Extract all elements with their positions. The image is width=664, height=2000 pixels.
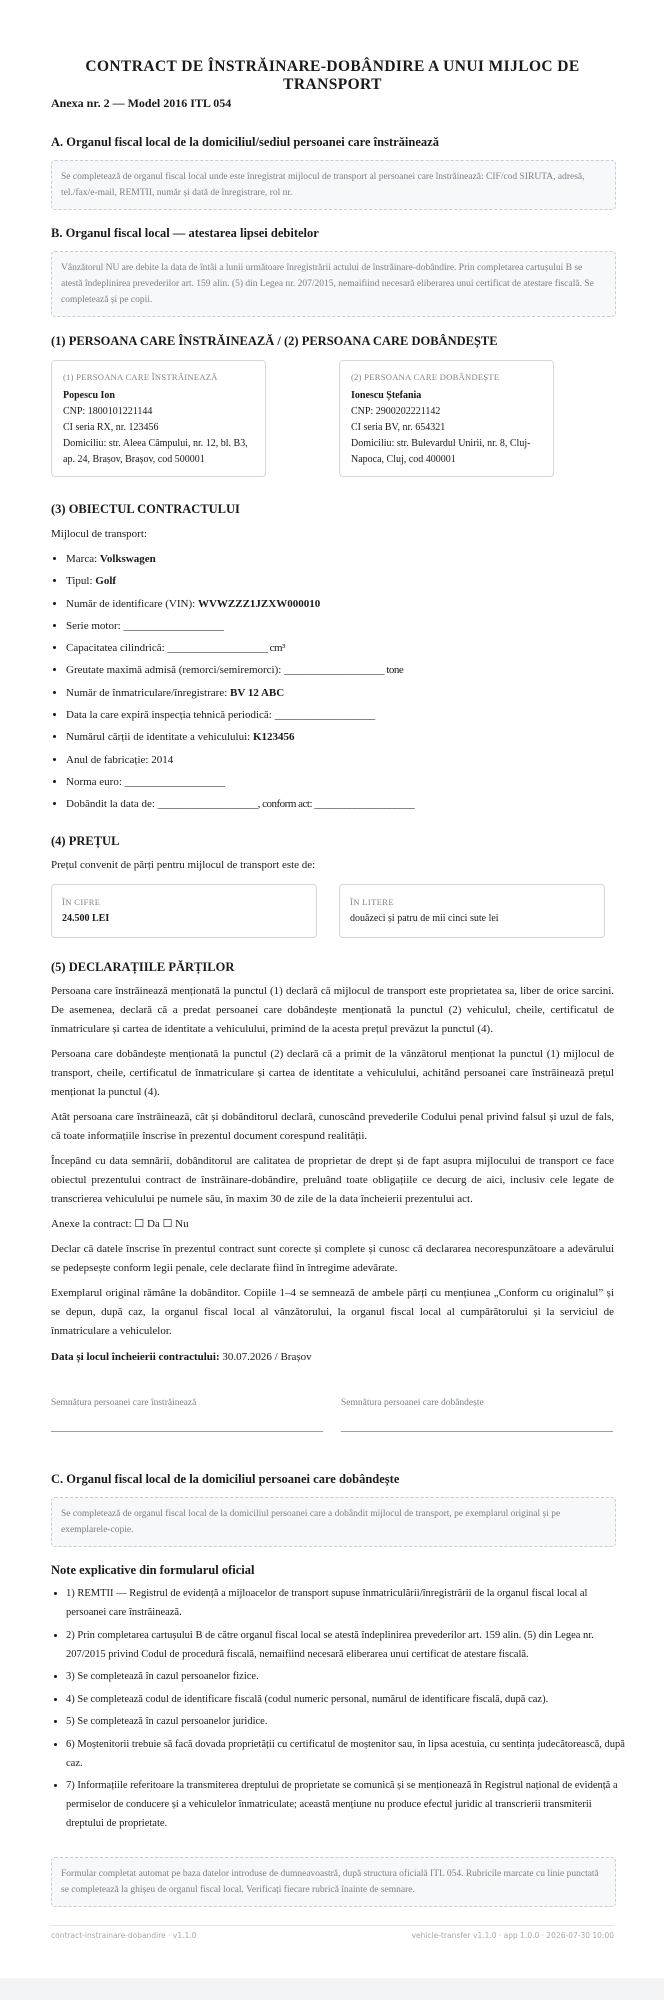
price-words-label: ÎN LITERE bbox=[350, 897, 394, 907]
seller-address: Domiciliu: str. Aleea Câmpului, nr. 12, bl. B3, ap. 24, Brașov, Brașov, cod 500001 bbox=[63, 438, 248, 465]
price-digits-label: ÎN CIFRE bbox=[62, 897, 101, 907]
seller-signature-line bbox=[51, 1430, 323, 1432]
notes-list bbox=[51, 1584, 629, 1837]
buyer-cnp: CNP: 2900202221142 bbox=[351, 406, 441, 417]
declaration-paragraph: Începând cu data semnării, dobânditorul are calitatea de proprietar de drept și de fapt asupra mijlocului de transport ce face obiectul prezentului contract de înstrăinare-dobândire, preluând toate obligațiile ce decurg de aici, inclusiv cele legate de transcrierea vehiculului pe numele său, în maxim 30 de zile de la data încheierii prezentului act. bbox=[51, 1155, 614, 1205]
buyer-signature-label: Semnătura persoanei care dobândește bbox=[341, 1398, 484, 1408]
seller-name: Popescu Ion bbox=[63, 390, 115, 401]
buyer-signature bbox=[341, 1398, 613, 1432]
notes-heading: Note explicative din formularul oficial bbox=[51, 1563, 255, 1577]
footer-left: contract-instrainare-dobandire · v1.1.0 bbox=[51, 1931, 197, 1940]
seller-card-label: (1) PERSOANA CARE ÎNSTRĂINEAZĂ bbox=[63, 372, 218, 382]
buyer-address: Domiciliu: str. Bulevardul Unirii, nr. 8, Cluj-Napoca, Cluj, cod 400001 bbox=[351, 438, 531, 465]
note-item: • 2) Prin completarea cartușului B de către organul fiscal local se atestă îndeplinirea prevederilor art. 159 alin. (5) din Legea nr. 207/2015 privind Codul de procedură fiscală, nemaifiind necesară eliberarea unui certificat de atestare fiscală. bbox=[66, 1626, 629, 1664]
buyer-name: Ionescu Ștefania bbox=[351, 390, 422, 401]
seller-signature-label: Semnătura persoanei care înstrăinează bbox=[51, 1398, 197, 1408]
declarations-heading: (5) DECLARAȚIILE PĂRȚILOR bbox=[51, 960, 235, 974]
declaration-paragraph: Declar că datele înscrise în prezentul contract sunt corecte și complete și cunosc că declararea necorespunzătoare a adevărului se pedepsește conform legii penale, cele declarate fiind în întregime adevărate. bbox=[51, 1243, 614, 1274]
buyer-ci: CI seria BV, nr. 654321 bbox=[351, 422, 446, 433]
price-intro: Prețul convenit de părți pentru mijlocul de transport este de: bbox=[51, 859, 316, 871]
section-b-note: Vânzătorul NU are debite la data de întâi a lunii următoare înregistrării actului de înstrăinare-dobândire. Prin completarea cartușului B se atestă îndeplinirea prevederilor art. 159 alin. (5) din Legea nr. 207/2015, nemaifiind necesară eliberarea unui certificat de atestare fiscală. Se completează și pe copii. bbox=[51, 251, 616, 317]
object-heading: (3) OBIECTUL CONTRACTULUI bbox=[51, 502, 240, 516]
auto-fill-footnote: Formular completat automat pe baza datelor introduse de dumneavoastră, după structura oficială ITL 054. Rubricile marcate cu linie punctată se completează la ghișeu de organul fiscal local. Verificați fiecare rubrică înainte de semnare. bbox=[51, 1857, 616, 1907]
vehicle-detail-item: • Marca: Volkswagen bbox=[66, 548, 414, 570]
price-digits-value: 24.500 LEI bbox=[62, 913, 110, 924]
vehicle-detail-item: • Anul de fabricație: 2014 bbox=[66, 749, 414, 771]
section-c-note: Se completează de organul fiscal local de la domiciliul persoanei care a dobândit mijlocul de transport, pe exemplarul original și pe exemplarele-copie. bbox=[51, 1497, 616, 1547]
section-c-heading: C. Organul fiscal local de la domiciliul persoanei care dobândește bbox=[51, 1472, 400, 1486]
declaration-paragraph: Persoana care înstrăinează menționată la punctul (1) declară că mijlocul de transport este proprietatea sa, liber de orice sarcini. De asemenea, declară că a predat persoanei care dobândește menționată la punctul (2) vehiculul, cheile, certificatul de înmatriculare și cartea de identitate a vehiculului, primind de la acesta prețul prevăzut la punctul (4). bbox=[51, 985, 614, 1035]
seller-card bbox=[51, 360, 266, 477]
buyer-signature-line bbox=[341, 1430, 613, 1432]
note-item: • 4) Se completează codul de identificare fiscală (codul numeric personal, numărul de identificare fiscală, după caz). bbox=[66, 1690, 629, 1709]
page-footer bbox=[51, 1925, 614, 1940]
section-b-heading: B. Organul fiscal local — atestarea lipsei debitelor bbox=[51, 226, 319, 240]
vehicle-detail-item: • Data la care expiră inspecția tehnică periodică: ____________________ bbox=[66, 704, 414, 726]
seller-signature bbox=[51, 1398, 323, 1432]
price-heading: (4) PREȚUL bbox=[51, 834, 120, 848]
seller-cnp: CNP: 1800101221144 bbox=[63, 406, 153, 417]
declaration-paragraph: Persoana care dobândește menționată la punctul (2) declară că a primit de la vânzătorul menționat la punctul (1) mijlocul de transport, cheile, certificatul de înmatriculare și cartea de identitate a vehiculului, achitând persoanei care înstrăinează prețul menționat la punctul (4). bbox=[51, 1048, 614, 1098]
vehicle-detail-item: • Norma euro: ____________________ bbox=[66, 771, 414, 793]
vehicle-detail-item: • Serie motor: ____________________ bbox=[66, 615, 414, 637]
annexes-checkboxes: Anexe la contract: ☐ Da ☐ Nu bbox=[51, 1218, 189, 1230]
vehicle-detail-item: • Dobândit la data de: ____________________, conform act: ____________________ bbox=[66, 793, 414, 815]
note-item: • 1) REMTII — Registrul de evidență a mijloacelor de transport supuse înmatriculării/înregistrării de la organul fiscal local al persoanei care înstrăinează. bbox=[66, 1584, 629, 1622]
section-a-heading: A. Organul fiscal local de la domiciliul/sediul persoanei care înstrăinează bbox=[51, 135, 439, 149]
vehicle-detail-item: • Greutate maximă admisă (remorci/semiremorci): ____________________ tone bbox=[66, 659, 414, 681]
buyer-card-label: (2) PERSOANA CARE DOBÂNDEȘTE bbox=[351, 372, 500, 382]
vehicle-detail-item: • Capacitatea cilindrică: ____________________ cm³ bbox=[66, 637, 414, 659]
vehicle-detail-item: • Număr de înmatriculare/înregistrare: BV 12 ABC bbox=[66, 682, 414, 704]
object-intro: Mijlocul de transport: bbox=[51, 528, 147, 540]
note-item: • 3) Se completează în cazul persoanelor fizice. bbox=[66, 1667, 629, 1686]
price-digits-box bbox=[51, 884, 317, 938]
note-item: • 7) Informațiile referitoare la transmiterea dreptului de proprietate se comunică și se menționează în Registrul național de evidență a permiselor de conducere și a vehiculelor înmatriculate; această mențiune nu produce efectul juridic al transcrierii transmiterii dreptului de proprietate. bbox=[66, 1776, 629, 1833]
contract-date-place bbox=[51, 1348, 614, 1367]
vehicle-detail-item: • Numărul cărții de identitate a vehiculului: K123456 bbox=[66, 726, 414, 748]
vehicle-detail-item: • Tipul: Golf bbox=[66, 570, 414, 592]
declaration-paragraph: Atât persoana care înstrăinează, cât și dobânditorul declară, cunoscând prevederile Codului penal privind falsul și uzul de fals, că toate informațiile înscrise în prezentul document corespund realității. bbox=[51, 1111, 614, 1142]
date-label: Data și locul încheierii contractului: bbox=[51, 1351, 220, 1363]
price-words-value: douăzeci și patru de mii cinci sute lei bbox=[350, 913, 499, 924]
note-item: • 6) Moștenitorii trebuie să facă dovada proprietății cu certificatul de moștenitor sau, în lipsa acestuia, cu sentința judecătorească, după caz. bbox=[66, 1735, 629, 1773]
bottom-band bbox=[0, 1978, 664, 2000]
annex-label: Anexa nr. 2 — Model 2016 ITL 054 bbox=[51, 96, 232, 110]
declaration-paragraph: Exemplarul original rămâne la dobânditor. Copiile 1–4 se semnează de ambele părți cu mențiunea „Conform cu originalul” și se depun, după caz, la organul fiscal local al vânzătorului, la organul fiscal local al cumpărătorului și la serviciul de înmatriculare a vehiculelor. bbox=[51, 1287, 614, 1337]
parties-heading: (1) PERSOANA CARE ÎNSTRĂINEAZĂ / (2) PERSOANA CARE DOBÂNDEȘTE bbox=[51, 334, 498, 348]
footer-right: vehicle-transfer v1.1.0 · app 1.0.0 · 2026-07-30 10:00 bbox=[411, 1931, 614, 1940]
document-title: CONTRACT DE ÎNSTRĂINARE-DOBÂNDIRE A UNUI MIJLOC DE TRANSPORT bbox=[85, 58, 580, 93]
vehicle-details-list bbox=[51, 548, 414, 816]
vehicle-detail-item: • Număr de identificare (VIN): WVWZZZ1JZXW000010 bbox=[66, 593, 414, 615]
note-item: • 5) Se completează în cazul persoanelor juridice. bbox=[66, 1712, 629, 1731]
seller-ci: CI seria RX, nr. 123456 bbox=[63, 422, 159, 433]
price-words-box bbox=[339, 884, 605, 938]
date-value: 30.07.2026 / Brașov bbox=[219, 1351, 312, 1363]
section-a-note: Se completează de organul fiscal local unde este înregistrat mijlocul de transport al persoanei care înstrăinează: CIF/cod SIRUTA, adresă, tel./fax/e-mail, REMTII, număr și dată de înregistrare, rol nr. bbox=[51, 160, 616, 210]
buyer-card bbox=[339, 360, 554, 477]
